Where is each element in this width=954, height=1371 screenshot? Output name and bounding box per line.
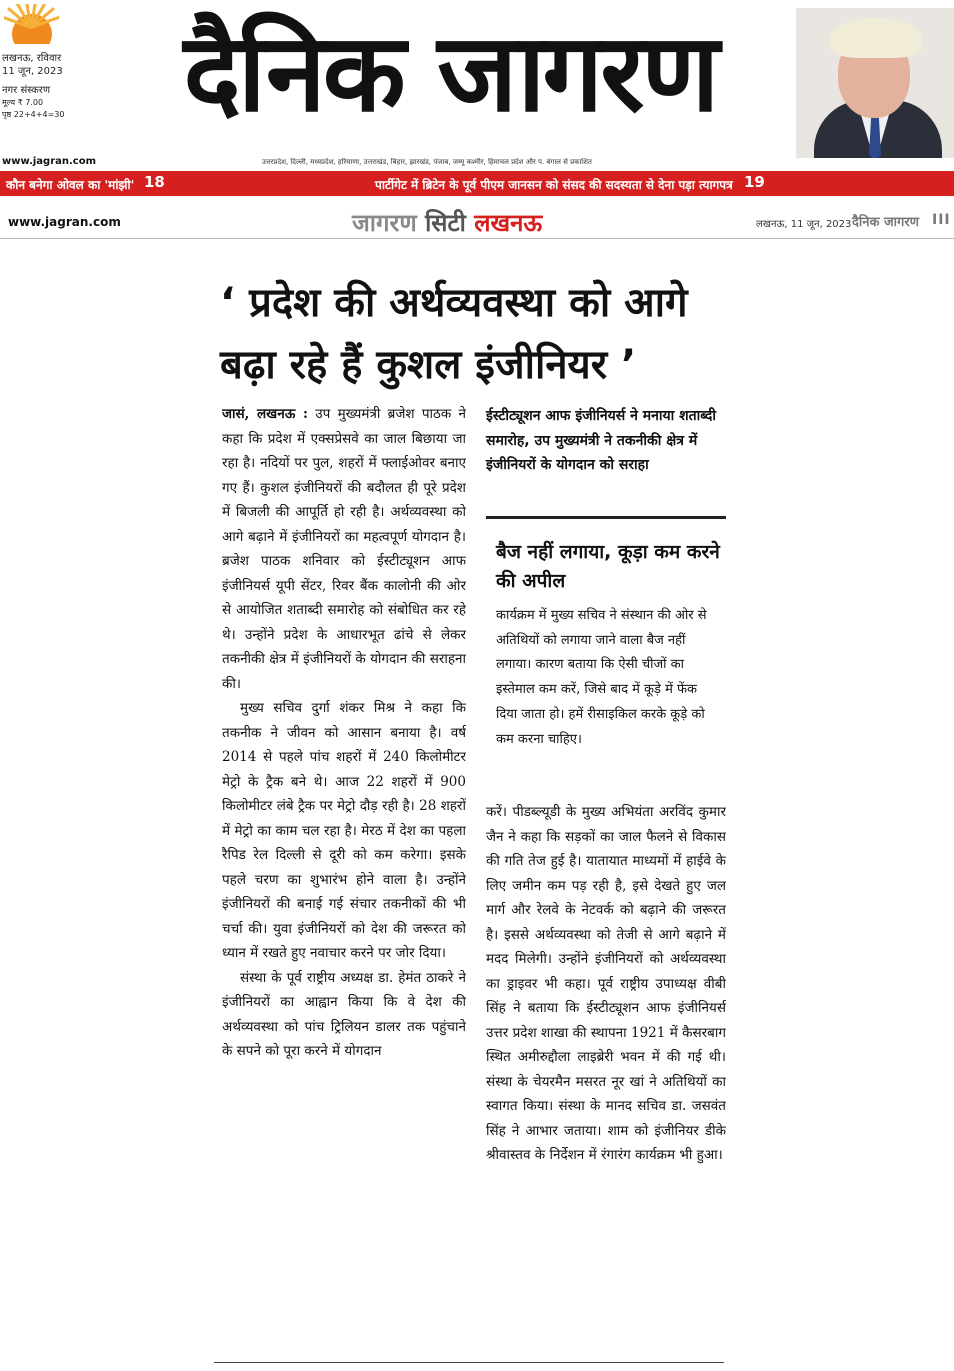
teaser-right[interactable]: पार्टीगेट में ब्रिटेन के पूर्व पीएम जानसन को संसद की सदस्यता से देना पड़ा त्यागपत्र — [375, 178, 733, 192]
article-column-right — [486, 800, 726, 1355]
teaser-left-page: 18 — [144, 173, 165, 191]
edition-info — [2, 52, 82, 121]
section-banner — [352, 206, 542, 239]
sidebar-box-body: कार्यक्रम में मुख्य सचिव ने संस्थान की ओर से अतिथियों को लगाया जाने वाला बैज नहीं लगाया। कारण बताया कि ऐसी चीजों का इस्तेमाल कम करें, जिसे बाद में कूड़े में फेंक दिया जाता हो। हमें रीसाइकिल करके कूड़े को कम करना चाहिए। — [496, 608, 707, 747]
banner-city: सिटी — [425, 209, 466, 237]
edition-city-day: लखनऊ, रविवार — [2, 53, 62, 64]
article-bottom-rule — [214, 1362, 724, 1363]
headline-line-2: बढ़ा रहे हैं कुशल इंजीनियर ’ — [220, 342, 637, 388]
section-brand: दैनिक जागरण — [852, 215, 920, 230]
teaser-bar — [0, 171, 954, 196]
page-marker: III — [932, 212, 951, 228]
publication-states: उत्तरप्रदेश, दिल्ली, मध्यप्रदेश, हरियाणा, उत्तराखंड, बिहार, झारखंड, पंजाब, जम्मू कश्मीर, हिमाचल प्रदेश और प. बंगाल से प्रकाशित — [262, 158, 592, 166]
article-paragraph-4: करें। पीडब्ल्यूडी के मुख्य अभियंता अरविंद कुमार जैन ने कहा कि सड़कों का जाल फैलने से विकास की गति तेज हुई है। यातायात माध्यमों में हाईवे के लिए जमीन कम पड़ रही है, इसे देखते हुए जल मार्ग और रेलवे के नेटवर्क को बढ़ाने की जरूरत है। इससे अर्थव्यवस्था को तेजी से आगे बढ़ाने में मदद मिलेगी। उन्होंने इंजीनियरों को अर्थव्यवस्था का ड्राइवर भी कहा। पूर्व राष्ट्रीय उपाध्यक्ष वीबी सिंह ने बताया कि ईस्टीट्यूशन आफ इंजीनियर्स उत्तर प्रदेश शाखा की स्थापना 1921 में कैसरबाग स्थित अमीरुद्दौला लाइब्रेरी भवन में की गई थी। संस्था के चेयरमैन मसरत नूर खां ने अतिथियों का स्वागत किया। संस्था के मानद सचिव डा. जसवंत सिंह ने आभार जताया। शाम को इंजीनियर डीके श्रीवास्तव के निर्देशन में रंगारंग कार्यक्रम भी हुआ। — [486, 804, 726, 1163]
section-date: लखनऊ, 11 जून, 2023 — [756, 219, 852, 230]
article-paragraph-1 — [222, 402, 466, 696]
masthead-website[interactable]: www.jagran.com — [2, 156, 97, 167]
article-column-left — [222, 402, 466, 1354]
sidebar-box-heading: बैज नहीं लगाया, कूड़ा कम करने की अपील — [496, 541, 720, 592]
banner-lucknow: लखनऊ — [474, 209, 543, 237]
edition-name: नगर संस्करण — [2, 85, 51, 96]
paragraph-1-text: उप मुख्यमंत्री ब्रजेश पाठक ने कहा कि प्रदेश में एक्सप्रेसवे का जाल बिछाया जा रहा है। नदियों पर पुल, शहरों में फ्लाईओवर बनाए गए हैं। कुशल इंजीनियरों की बदौलत ही पूरे प्रदेश में बिजली की आपूर्ति हो रही है। अर्थव्यवस्था को आगे बढ़ाने में इंजीनियरों का महत्वपूर्ण योगदान है। ब्रजेश पाठक शनिवार को ईस्टीट्यूशन आफ इंजीनियर्स यूपी सेंटर, रिवर बैंक कालोनी की ओर से आयोजित शताब्दी समारोह को संबोधित कर रहे थे। उन्होंने प्रदेश के आधारभूत ढांचे से लेकर तकनीकी क्षेत्र में इंजीनियरों के योगदान की सराहना की। — [222, 406, 466, 692]
dateline: जासं, लखनऊ : — [222, 406, 308, 422]
section-divider — [0, 238, 954, 239]
article-subdeck: ईस्टीट्यूशन आफ इंजीनियर्स ने मनाया शताब्दी समारोह, उप मुख्यमंत्री ने तकनीकी क्षेत्र में इंजीनियरों के योगदान को सराहा — [486, 408, 716, 473]
jagran-sun-logo — [4, 4, 60, 44]
headline-line-1: ‘ प्रदेश की अर्थव्यवस्था को आगे — [220, 280, 688, 326]
subdeck-divider — [486, 516, 726, 519]
article-headline — [220, 272, 740, 396]
article-paragraph-3: संस्था के पूर्व राष्ट्रीय अध्यक्ष डा. हेमंत ठाकरे ने इंजीनियरों का आह्वान किया कि वे देश की अर्थव्यवस्था को पांच ट्रिलियन डालर तक पहुंचाने के सपने को पूरा करने में योगदान — [222, 969, 466, 1059]
edition-price: मूल्य ₹ 7.00 — [2, 98, 44, 107]
teaser-left[interactable]: कौन बनेगा ओवल का 'मांझी' — [6, 178, 135, 192]
edition-date: 11 जून, 2023 — [2, 66, 63, 77]
teaser-right-page: 19 — [744, 173, 765, 191]
section-website[interactable]: www.jagran.com — [8, 215, 121, 229]
newspaper-title: दैनिक जागरण — [183, 11, 717, 136]
banner-jagran: जागरण — [352, 209, 417, 237]
news-photo — [796, 8, 954, 158]
article-paragraph-2: मुख्य सचिव दुर्गा शंकर मिश्र ने कहा कि तकनीक ने जीवन को आसान बनाया है। वर्ष 2014 से पहले पांच शहरों में 240 किलोमीटर मेट्रो के ट्रैक बने थे। आज 22 शहरों में 900 किलोमीटर लंबे ट्रैक पर मेट्रो दौड़ रही है। 28 शहरों में मेट्रो का काम चल रहा है। मेरठ में देश का पहला रैपिड रेल दिल्ली से दूरी को कम करेगा। इसके पहले चरण का शुभारंभ होने वाला है। उन्होंने इंजीनियरों की बनाई गई संचार तकनीकों की भी चर्चा की। युवा इंजीनियरों को देश की जरूरत को ध्यान में रखते हुए नवाचार करने पर जोर दिया। — [222, 700, 466, 961]
edition-pages: पृष्ठ 22+4+4=30 — [2, 110, 65, 119]
